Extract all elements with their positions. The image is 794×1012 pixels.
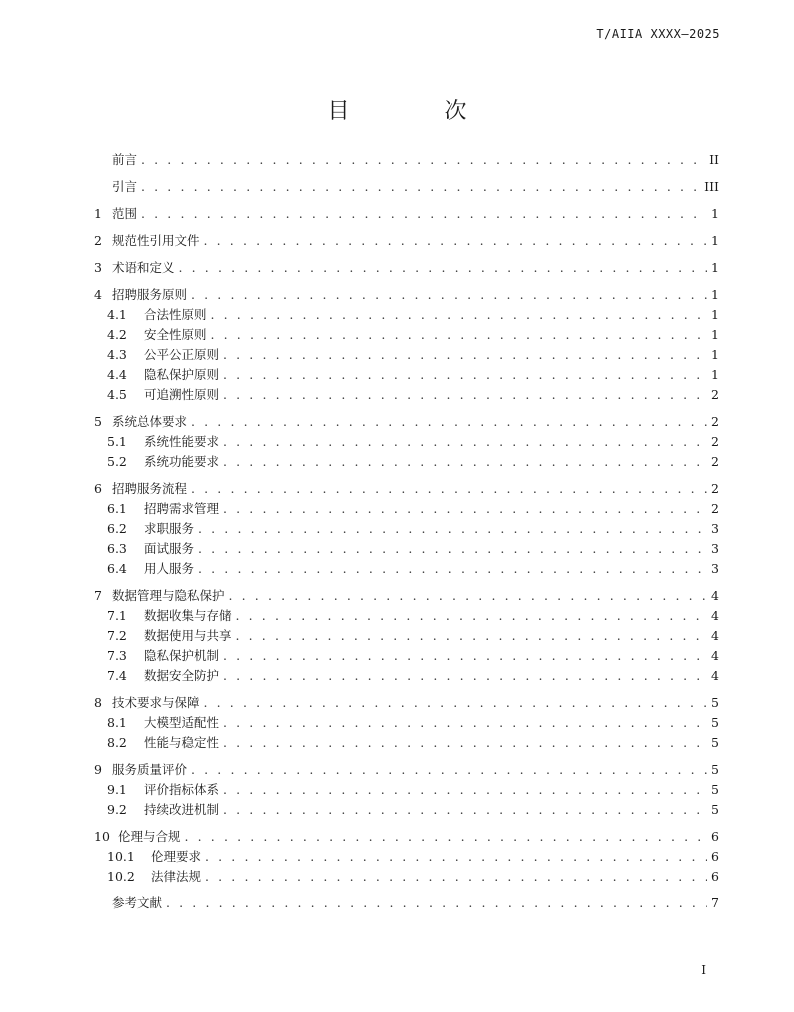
toc-entry-label: 持续改进机制 [144, 802, 220, 817]
toc-entry-label: 系统功能要求 [144, 454, 220, 469]
toc-entry-label: 范围 [112, 206, 138, 221]
toc-entry-label: 可追溯性原则 [144, 387, 220, 402]
toc-entry-number: 7.2 [107, 628, 127, 643]
toc-entry-page: 1 [711, 307, 719, 322]
toc-dot-leader [166, 894, 707, 912]
toc-entry-label: 隐私保护原则 [144, 367, 220, 382]
toc-entry-number: 9.1 [107, 782, 127, 797]
toc-dot-leader [211, 306, 707, 324]
toc-entry-number: 4.2 [107, 327, 127, 342]
toc-entry-number: 4.1 [107, 307, 127, 322]
toc-dot-leader [223, 366, 707, 384]
toc-entry[interactable] [107, 627, 719, 645]
toc-dot-leader [223, 781, 707, 799]
toc-dot-leader [223, 500, 707, 518]
toc-title: 目 次 [327, 99, 511, 124]
toc-entry[interactable] [94, 205, 719, 223]
toc-entry-page: 4 [711, 588, 719, 603]
toc-entry-label: 参考文献 [112, 895, 163, 910]
toc-entry-number: 5 [94, 414, 102, 429]
toc-entry-label: 伦理要求 [151, 849, 202, 864]
toc-entry[interactable] [94, 894, 719, 912]
toc-entry-page: 1 [711, 260, 719, 275]
toc-entry-page: 5 [711, 735, 719, 750]
toc-dot-leader [191, 286, 707, 304]
toc-entry[interactable] [94, 232, 719, 250]
toc-entry[interactable] [107, 540, 719, 558]
page-number: I [701, 963, 706, 977]
toc-dot-leader [223, 433, 707, 451]
toc-entry[interactable] [107, 734, 719, 752]
toc-entry-page: 2 [711, 387, 719, 402]
toc-dot-leader [198, 540, 707, 558]
toc-entry-label: 性能与稳定性 [144, 735, 220, 750]
toc-entry-number: 5.2 [107, 454, 127, 469]
toc-dot-leader [179, 259, 707, 277]
toc-entry[interactable] [107, 326, 719, 344]
toc-entry-number: 9.2 [107, 802, 127, 817]
toc-entry-label: 大模型适配性 [144, 715, 220, 730]
toc-entry-page: III [704, 179, 719, 194]
toc-entry-page: 5 [711, 695, 719, 710]
toc-entry-label: 服务质量评价 [112, 762, 188, 777]
toc-entry[interactable] [94, 259, 719, 277]
toc-dot-leader [141, 151, 705, 169]
toc-entry-number: 10.2 [107, 869, 135, 884]
toc-entry-number: 8.2 [107, 735, 127, 750]
toc-dot-leader [191, 413, 707, 431]
toc-entry-number: 3 [94, 260, 102, 275]
toc-dot-leader [205, 868, 707, 886]
toc-dot-leader [211, 326, 707, 344]
toc-dot-leader [236, 627, 707, 645]
toc-entry-number: 7 [94, 588, 102, 603]
toc-entry-label: 隐私保护机制 [144, 648, 220, 663]
toc-entry-label: 评价指标体系 [144, 782, 220, 797]
toc-entry-page: 4 [711, 608, 719, 623]
toc-entry-number: 4.5 [107, 387, 127, 402]
toc-entry[interactable] [94, 413, 719, 431]
toc-entry-number: 8 [94, 695, 102, 710]
toc-entry-page: 3 [711, 521, 719, 536]
toc-entry-page: 5 [711, 715, 719, 730]
toc-dot-leader [223, 647, 707, 665]
toc-entry-number: 1 [94, 206, 102, 221]
toc-entry[interactable] [107, 848, 719, 866]
toc-entry[interactable] [94, 828, 719, 846]
toc-entry-label: 数据使用与共享 [144, 628, 232, 643]
toc-entry-number: 10 [94, 829, 110, 844]
toc-entry[interactable] [94, 761, 719, 779]
toc-entry[interactable] [94, 694, 719, 712]
toc-dot-leader [141, 205, 707, 223]
toc-dot-leader [204, 232, 707, 250]
toc-dot-leader [223, 386, 707, 404]
toc-entry-page: 2 [711, 501, 719, 516]
toc-dot-leader [185, 828, 707, 846]
toc-entry[interactable] [107, 560, 719, 578]
toc-entry[interactable] [107, 714, 719, 732]
toc-entry-label: 招聘服务流程 [112, 481, 188, 496]
toc-entry-page: 1 [711, 367, 719, 382]
toc-entry-label: 安全性原则 [144, 327, 207, 342]
toc-entry-page: 5 [711, 762, 719, 777]
toc-entry-page: 1 [711, 327, 719, 342]
toc-entry-page: II [709, 152, 719, 167]
toc-entry[interactable] [107, 366, 719, 384]
toc-entry[interactable] [107, 667, 719, 685]
toc-entry-page: 3 [711, 561, 719, 576]
toc-entry-page: 7 [711, 895, 719, 910]
toc-dot-leader [223, 453, 707, 471]
toc-entry-number: 6.1 [107, 501, 127, 516]
toc-entry[interactable] [107, 453, 719, 471]
toc-entry-label: 用人服务 [144, 561, 195, 576]
toc-entry-label: 公平公正原则 [144, 347, 220, 362]
toc-entry-page: 4 [711, 668, 719, 683]
toc-entry-label: 技术要求与保障 [112, 695, 200, 710]
toc-entry-label: 规范性引用文件 [112, 233, 200, 248]
toc-dot-leader [223, 667, 707, 685]
toc-entry-label: 合法性原则 [144, 307, 207, 322]
toc-entry-number: 9 [94, 762, 102, 777]
toc-entry[interactable] [107, 520, 719, 538]
toc-entry-number: 6.3 [107, 541, 127, 556]
toc-entry-number: 7.1 [107, 608, 127, 623]
toc-dot-leader [223, 801, 707, 819]
toc-entry-page: 2 [711, 454, 719, 469]
toc-entry[interactable] [107, 647, 719, 665]
toc-entry-number: 4 [94, 287, 102, 302]
toc-entry-page: 6 [711, 869, 719, 884]
toc-entry[interactable] [107, 386, 719, 404]
toc-entry-label: 前言 [112, 152, 138, 167]
toc-dot-leader [141, 178, 700, 196]
toc-entry-number: 6.2 [107, 521, 127, 536]
toc-entry-number: 10.1 [107, 849, 135, 864]
toc-entry-label: 招聘服务原则 [112, 287, 188, 302]
toc-entry-label: 数据管理与隐私保护 [112, 588, 225, 603]
toc-dot-leader [205, 848, 707, 866]
toc-entry-number: 6 [94, 481, 102, 496]
toc-entry-number: 5.1 [107, 434, 127, 449]
toc-dot-leader [223, 346, 707, 364]
toc-entry-number: 7.4 [107, 668, 127, 683]
toc-entry[interactable] [94, 480, 719, 498]
toc-entry[interactable] [94, 151, 719, 169]
toc-dot-leader [198, 560, 707, 578]
toc-entry-label: 数据安全防护 [144, 668, 220, 683]
toc-entry-number: 8.1 [107, 715, 127, 730]
toc-dot-leader [191, 480, 707, 498]
toc-entry[interactable] [107, 868, 719, 886]
toc-entry-page: 5 [711, 802, 719, 817]
toc-entry-page: 4 [711, 628, 719, 643]
toc-entry-label: 系统性能要求 [144, 434, 220, 449]
toc-entry-page: 2 [711, 481, 719, 496]
toc-dot-leader [198, 520, 707, 538]
toc-entry[interactable] [94, 286, 719, 304]
toc-entry-number: 6.4 [107, 561, 127, 576]
document-code: T/AIIA XXXX—2025 [596, 27, 720, 41]
toc-entry[interactable] [107, 781, 719, 799]
toc-entry-page: 2 [711, 434, 719, 449]
toc-entry-number: 2 [94, 233, 102, 248]
toc-entry[interactable] [107, 306, 719, 324]
toc-entry[interactable] [107, 500, 719, 518]
toc-entry-page: 1 [711, 347, 719, 362]
toc-entry-page: 5 [711, 782, 719, 797]
toc-entry[interactable] [107, 801, 719, 819]
toc-entry[interactable] [107, 433, 719, 451]
toc-entry[interactable] [94, 178, 719, 196]
toc-dot-leader [204, 694, 707, 712]
toc-dot-leader [223, 734, 707, 752]
toc-entry-page: 1 [711, 206, 719, 221]
toc-entry-label: 法律法规 [151, 869, 202, 884]
toc-entry-page: 1 [711, 233, 719, 248]
toc-entry-page: 3 [711, 541, 719, 556]
toc-entry-number: 7.3 [107, 648, 127, 663]
toc-entry[interactable] [107, 607, 719, 625]
toc-dot-leader [191, 761, 707, 779]
toc-entry-label: 招聘需求管理 [144, 501, 220, 516]
toc-entry-page: 6 [711, 849, 719, 864]
toc-entry-page: 6 [711, 829, 719, 844]
toc-dot-leader [229, 587, 707, 605]
toc-entry-label: 面试服务 [144, 541, 195, 556]
toc-entry-label: 系统总体要求 [112, 414, 188, 429]
toc-entry-number: 4.3 [107, 347, 127, 362]
toc-entry-label: 引言 [112, 179, 138, 194]
toc-entry-page: 1 [711, 287, 719, 302]
toc-entry-label: 求职服务 [144, 521, 195, 536]
toc-dot-leader [236, 607, 707, 625]
toc-entry[interactable] [107, 346, 719, 364]
toc-entry[interactable] [94, 587, 719, 605]
toc-entry-page: 4 [711, 648, 719, 663]
toc-entry-label: 数据收集与存储 [144, 608, 232, 623]
toc-entry-page: 2 [711, 414, 719, 429]
toc-entry-number: 4.4 [107, 367, 127, 382]
toc-entry-label: 伦理与合规 [118, 829, 181, 844]
toc-dot-leader [223, 714, 707, 732]
toc-entry-label: 术语和定义 [112, 260, 175, 275]
